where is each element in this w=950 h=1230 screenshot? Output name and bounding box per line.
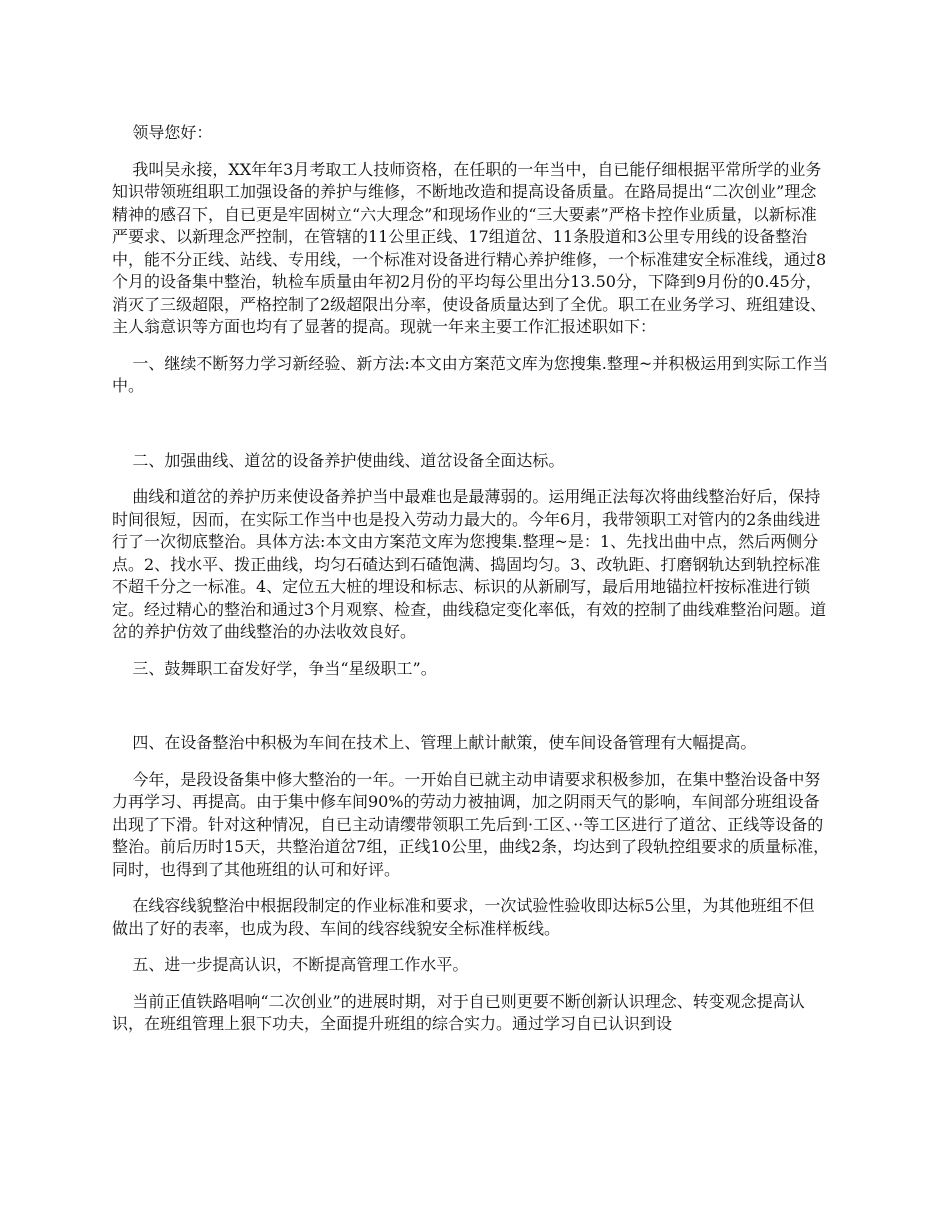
section-spacer: [112, 694, 830, 732]
heading-section-5: 五、进一步提高认识，不断提高管理工作水平。: [132, 955, 469, 974]
paragraph-curve-maintenance: 曲线和道岔的养护历来使设备养护当中最难也是最薄弱的。运用绳正法每次将曲线整治好后，保持时间很短，因而，在实际工作当中也是投入劳动力最大的。今年6月，我带领职工对管内的2条曲线进行了一次彻底整治。具体方法:本文由方案范文库为您搜集.整理~是：1、先找出曲中点，然后两侧分点。2、找水平、拨正曲线，均匀石碴达到石碴饱满、捣固均匀。3、改轨距、打磨钢轨达到轨控标准不超千分之一标准。4、定位五大桩的埋设和标志、标识的从新刷写，最后用地锚拉杆按标准进行锁定。经过精心的整治和通过3个月观察、检查，曲线稳定变化率低，有效的控制了曲线难整治问题。道岔的养护仿效了曲线整治的办法收效良好。: [112, 487, 827, 641]
paragraph-concentrated-repair: 今年，是段设备集中修大整治的一年。一开始自已就主动申请要求积极参加，在集中整治设备中努力再学习、再提高。由于集中修车间90%的劳动力被抽调，加之阴雨天气的影响，车间部分班组设备出现了下滑。针对这种情况，自已主动请缨带领职工先后到·工区、··等工区进行了道岔、正线等设备的整治。前后历时15天，共整治道岔7组，正线10公里，曲线2条，均达到了段轨控组要求的质量标准，同时，也得到了其他班组的认可和好评。: [112, 769, 830, 879]
heading-section-1: 一、继续不断努力学习新经验、新方法:本文由方案范文库为您搜集.整理~并积极运用到实际工作当中。: [112, 353, 829, 395]
section-spacer: [112, 412, 830, 450]
heading-section-2: 二、加强曲线、道岔的设备养护使曲线、道岔设备全面达标。: [132, 450, 565, 470]
heading-section-3: 三、鼓舞职工奋发好学，争当“星级职工”。: [132, 658, 437, 678]
salutation: 领导您好：: [132, 123, 213, 142]
paragraph-line-appearance: 在线容线貌整治中根据段制定的作业标准和要求，一次试验性验收即达标5公里，为其他班组不但做出了好的表率，也成为段、车间的线容线貌安全标准样板线。: [112, 896, 815, 938]
paragraph-introduction: 我叫吴永接，XX年年3月考取工人技师资格，在任职的一年当中，自已能仔细根据平常所学的业务知识带领班组职工加强设备的养护与维修，不断地改造和提高设备质量。在路局提出“二次创业”理念精神的感召下，自已更是牢固树立“六大理念”和现场作业的“三大要素”严格卡控作业质量，以新标准严要求、以新理念严控制，在管辖的11公里正线、17组道岔、11条股道和3公里专用线的设备整治中，能不分正线、站线、专用线，一个标准对设备进行精心养护维修，一个标准建安全标准线，通过8个月的设备集中整治，轨检车质量由年初2月份的平均每公里出分13.50分，下降到9月份的0.45分，消灭了三级超限，严格控制了2级超限出分率，使设备质量达到了全优。职工在业务学习、班组建设、主人翁意识等方面也均有了显著的提高。现就一年来主要工作汇报述职如下：: [112, 159, 827, 336]
document-body: [112, 122, 830, 1050]
paragraph-management-awareness: 当前正值铁路唱响“二次创业”的进展时期，对于自已则更要不断创新认识理念、转变观念提高认识，在班组管理上狠下功夫，全面提升班组的综合实力。通过学习自已认识到设: [112, 991, 805, 1033]
heading-section-4: 四、在设备整治中积极为车间在技术上、管理上献计献策，使车间设备管理有大幅提高。: [132, 733, 757, 752]
